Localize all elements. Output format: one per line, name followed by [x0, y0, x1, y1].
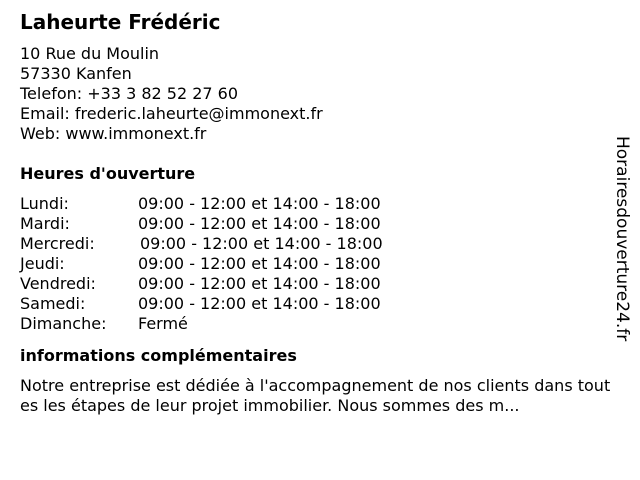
address-city: 57330 Kanfen [20, 64, 132, 83]
day-hours: 09:00 - 12:00 et 14:00 - 18:00 [138, 194, 381, 213]
business-card [20, 8, 610, 416]
day-hours: 09:00 - 12:00 et 14:00 - 18:00 [138, 294, 381, 313]
hours-row-tuesday [20, 214, 610, 234]
day-label: Samedi: [20, 294, 86, 313]
hours-row-monday [20, 194, 610, 214]
day-label: Mercredi: [20, 234, 95, 253]
opening-hours-title: Heures d'ouverture [20, 164, 196, 183]
day-label: Jeudi: [20, 254, 65, 273]
day-label: Mardi: [20, 214, 70, 233]
phone-line: Telefon: +33 3 82 52 27 60 [20, 84, 239, 103]
email-line: Email: frederic.laheurte@immonext.fr [20, 104, 323, 123]
day-hours: 09:00 - 12:00 et 14:00 - 18:00 [138, 274, 381, 293]
day-label: Vendredi: [20, 274, 96, 293]
hours-row-thursday [20, 254, 610, 274]
hours-row-sunday [20, 314, 610, 334]
more-info-text: Notre entreprise est dédiée à l'accompagnement de nos clients dans toutes les étapes de leur projet immobilier. Nous sommes des m... [20, 376, 611, 415]
contact-block [20, 44, 610, 144]
day-label: Lundi: [20, 194, 69, 213]
web-line: Web: www.immonext.fr [20, 124, 207, 143]
hours-row-friday [20, 274, 610, 294]
hours-row-wednesday [20, 234, 610, 254]
opening-hours-table [20, 194, 610, 334]
hours-row-saturday [20, 294, 610, 314]
day-hours: 09:00 - 12:00 et 14:00 - 18:00 [140, 234, 383, 253]
day-hours: Fermé [138, 314, 188, 333]
business-name: Laheurte Frédéric [20, 10, 221, 34]
day-hours: 09:00 - 12:00 et 14:00 - 18:00 [138, 214, 381, 233]
site-watermark: Horairesdouverture24.fr [612, 136, 632, 342]
day-hours: 09:00 - 12:00 et 14:00 - 18:00 [138, 254, 381, 273]
more-info-title: informations complémentaires [20, 346, 297, 365]
address-street: 10 Rue du Moulin [20, 44, 160, 63]
day-label: Dimanche: [20, 314, 107, 333]
